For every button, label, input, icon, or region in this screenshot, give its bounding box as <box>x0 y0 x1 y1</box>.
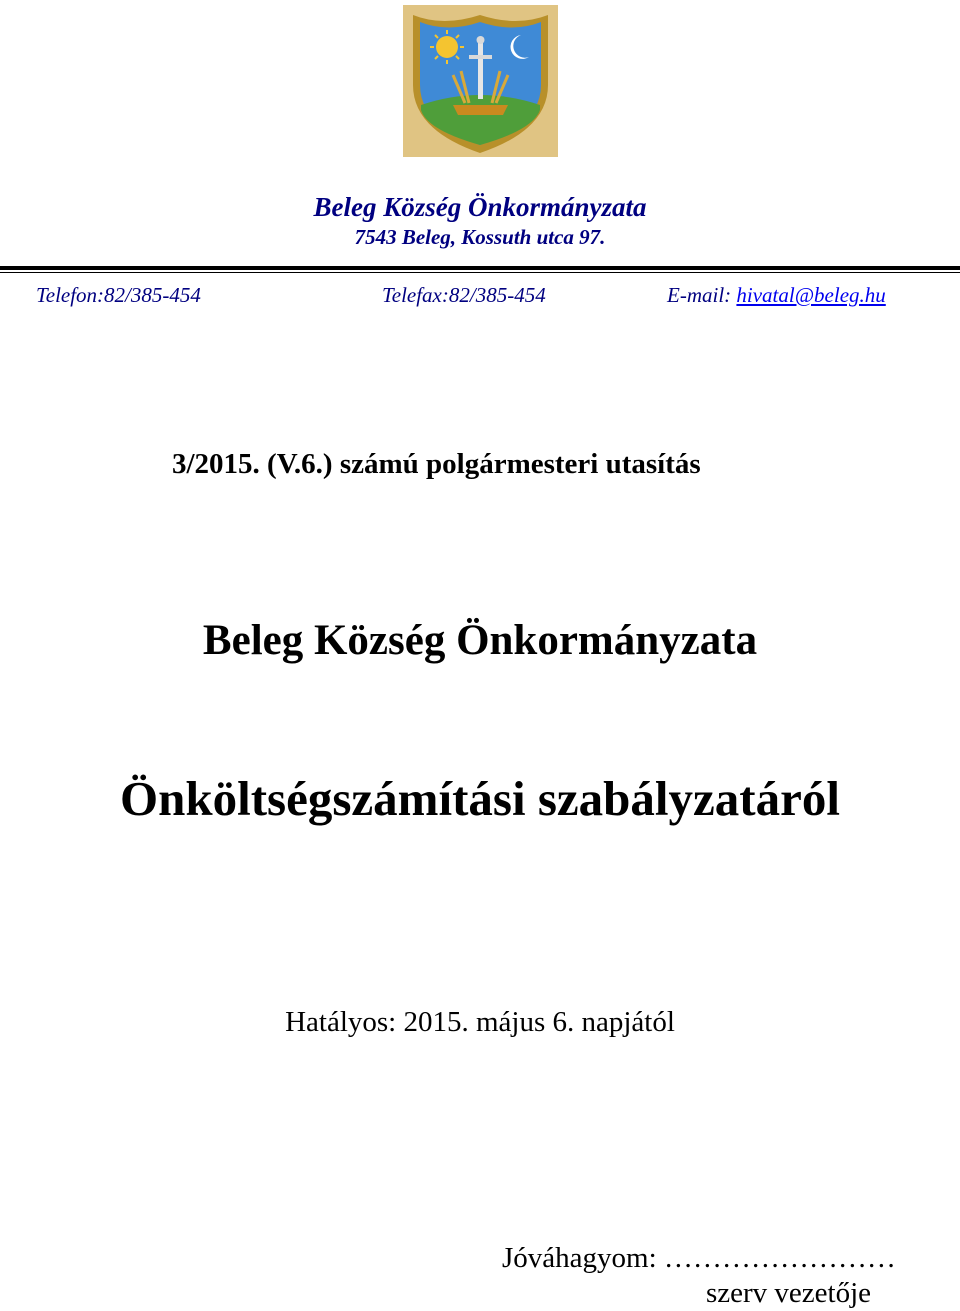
approval-label: Jóváhagyom: <box>502 1242 657 1274</box>
document-title-line-1: Beleg Község Önkormányzata <box>202 617 758 664</box>
email-link[interactable]: hivatal@beleg.hu <box>736 283 886 307</box>
effective-date: Hatályos: 2015. május 6. napjától <box>285 1006 675 1038</box>
document-number: 3/2015. (V.6.) számú polgármesteri utasítás <box>172 448 701 480</box>
approval-line <box>502 1240 896 1276</box>
crown-icon <box>453 105 508 115</box>
municipality-name: Beleg Község Önkormányzata <box>313 192 647 222</box>
header-divider-thin <box>0 272 960 273</box>
phone-number: Telefon:82/385-454 <box>36 283 201 307</box>
header-divider-thick <box>0 266 960 270</box>
approval-signer: szerv vezetője <box>706 1277 872 1309</box>
municipality-address: 7543 Beleg, Kossuth utca 97. <box>354 225 606 249</box>
email-label: E-mail: <box>667 283 732 307</box>
document-title-line-2: Önköltségszámítási szabályzatáról <box>120 771 840 826</box>
coat-of-arms-icon <box>403 5 558 157</box>
fax-number: Telefax:82/385-454 <box>382 283 546 307</box>
approval-signature-dots: …………………… <box>663 1242 896 1274</box>
email-line <box>667 281 886 309</box>
